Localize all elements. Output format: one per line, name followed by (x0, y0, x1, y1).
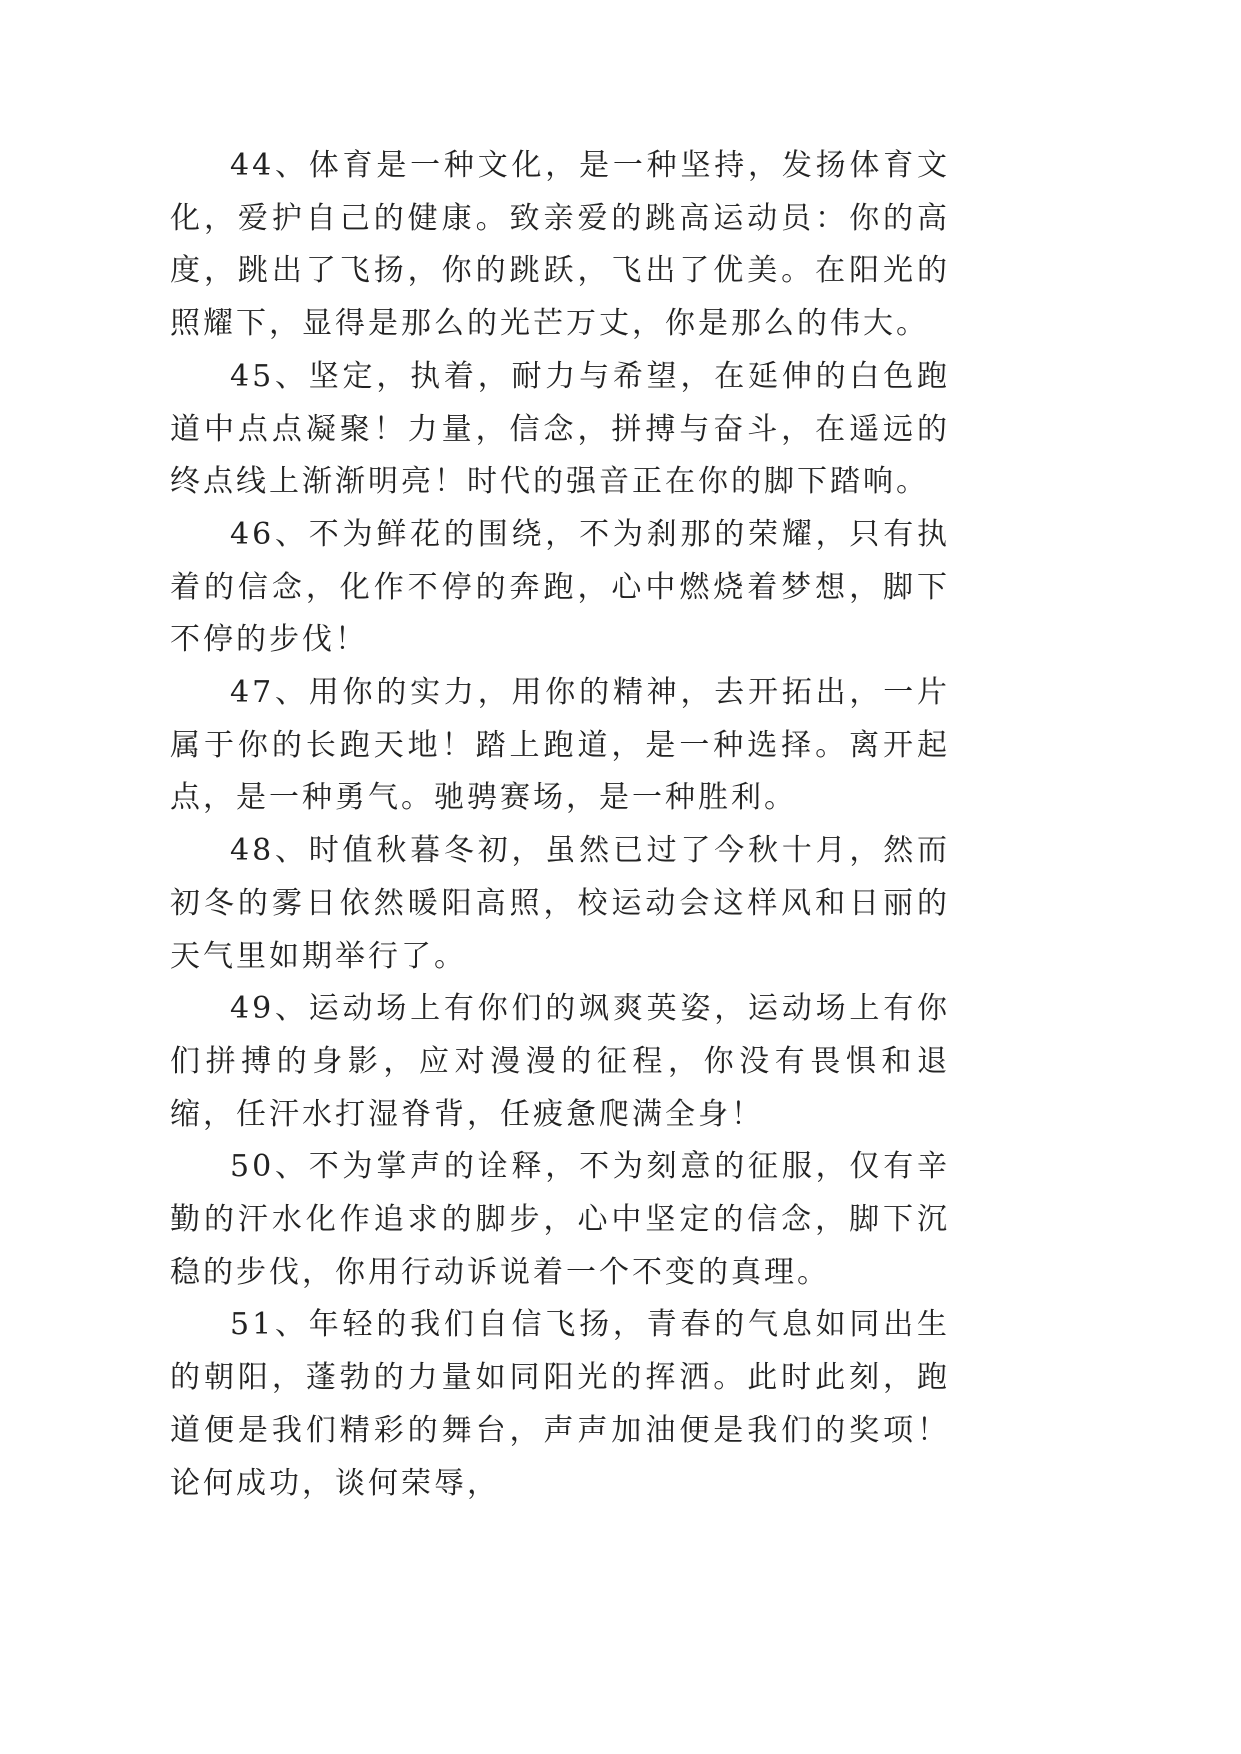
paragraph-46: 46、不为鲜花的围绕，不为刹那的荣耀，只有执着的信念，化作不停的奔跑，心中燃烧着梦想，脚下不停的步伐！ (170, 516, 950, 658)
paragraph-44: 44、体育是一种文化，是一种坚持，发扬体育文化，爱护自己的健康。致亲爱的跳高运动员：你的高度，跳出了飞扬，你的跳跃，飞出了优美。在阳光的照耀下，显得是那么的光芒万丈，你是那么的伟大。 (170, 148, 950, 342)
paragraph-51: 51、年轻的我们自信飞扬，青春的气息如同出生的朝阳，蓬勃的力量如同阳光的挥洒。此时此刻，跑道便是我们精彩的舞台，声声加油便是我们的奖项！论何成功，谈何荣辱， (170, 1307, 950, 1501)
paragraph-48: 48、时值秋暮冬初，虽然已过了今秋十月，然而初冬的雾日依然暖阳高照，校运动会这样风和日丽的天气里如期举行了。 (170, 833, 950, 974)
paragraph-45: 45、坚定，执着，耐力与希望，在延伸的白色跑道中点点凝聚！力量，信念，拼搏与奋斗，在遥远的终点线上渐渐明亮！时代的强音正在你的脚下踏响。 (170, 358, 950, 500)
paragraph-49: 49、运动场上有你们的飒爽英姿，运动场上有你们拼搏的身影，应对漫漫的征程，你没有畏惧和退缩，任汗水打湿脊背，任疲惫爬满全身！ (170, 991, 950, 1132)
document-body (170, 140, 950, 1510)
paragraph-50: 50、不为掌声的诠释，不为刻意的征服，仅有辛勤的汗水化作追求的脚步，心中坚定的信念，脚下沉稳的步伐，你用行动诉说着一个不变的真理。 (170, 1149, 950, 1290)
paragraph-47: 47、用你的实力，用你的精神，去开拓出，一片属于你的长跑天地！踏上跑道，是一种选择。离开起点，是一种勇气。驰骋赛场，是一种胜利。 (170, 675, 950, 816)
